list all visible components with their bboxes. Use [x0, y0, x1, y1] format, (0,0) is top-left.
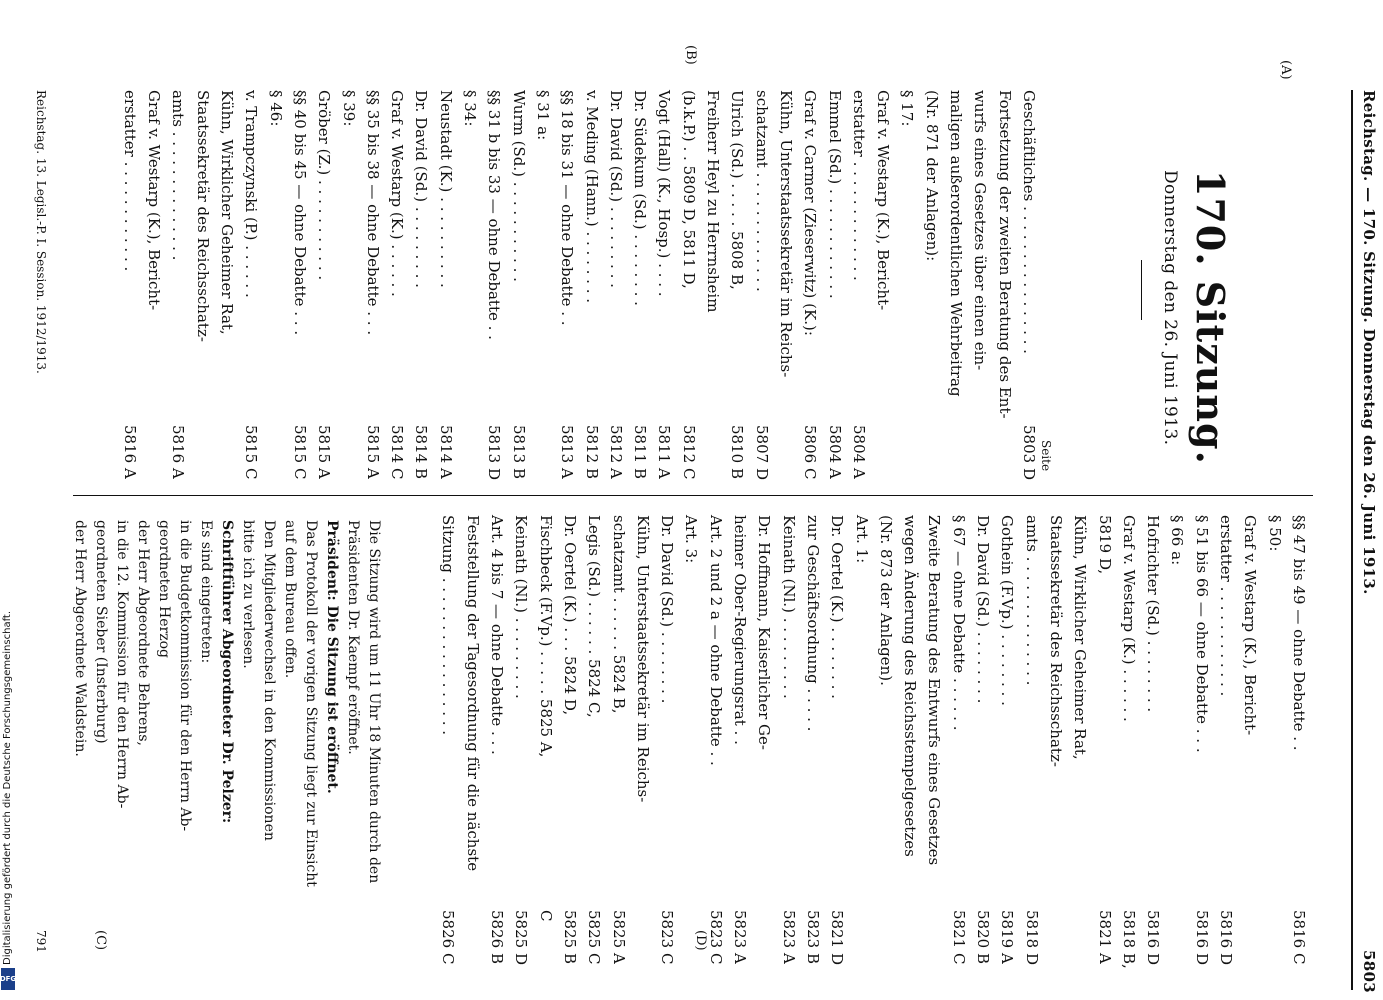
toc-entry-text: Neustadt (K.) . . . . . . . . . .: [436, 90, 455, 288]
toc-entry-text: Dr. Oertel (K.) . . . . . . . .: [828, 515, 847, 699]
toc-entry-page-ref: 5815 C: [242, 425, 261, 480]
toc-entry-text: § 17:: [898, 90, 917, 127]
toc-entry-page-ref: 5820 B: [974, 910, 993, 964]
toc-entry-text: wurfs eines Gesetzes über einen ein-: [971, 90, 990, 371]
toc-entry-page-ref: 5823 C: [658, 910, 677, 965]
toc-entry-page-ref: 5815 A: [315, 425, 334, 479]
toc-entry-page-ref: 5825 B: [561, 910, 579, 964]
toc-entry-text: § 46:: [266, 90, 285, 127]
toc-entry-page-ref: 5803 D: [1020, 425, 1038, 480]
toc-entry-text: schatzamt . . . . . . 5824 B,: [609, 515, 628, 714]
dfg-logo: [1, 968, 15, 990]
toc-entry-page-ref: 5826 B: [488, 910, 507, 964]
body-text-line: Die Sitzung wird um 11 Uhr 18 Minuten durch den: [366, 520, 382, 884]
toc-entry-page-ref: 5823 A: [779, 910, 798, 964]
toc-entry-page-ref: 5812 A: [606, 425, 625, 479]
toc-entry-text: erstatter . . . . . . . . . . . .: [1217, 515, 1236, 697]
toc-entry-page-ref: 5826 C: [439, 910, 458, 965]
toc-entry-page-ref: 5816 D: [1192, 910, 1211, 965]
margin-mark-c: (C): [93, 930, 108, 951]
toc-entry-text: § 34:: [461, 90, 480, 127]
toc-entry-page-ref: 5813 D: [485, 425, 504, 480]
title-rule: [1141, 260, 1142, 320]
toc-entry-page-ref: 5814 A: [436, 425, 455, 479]
toc-entry-page-ref: 5825 C: [585, 910, 604, 965]
toc-entry-text: schatzamt . . . . . . . . . . . . .: [752, 90, 771, 292]
body-text-line: bitte ich zu verlesen.: [240, 520, 256, 669]
toc-entry-text: Art. 3:: [682, 515, 701, 564]
toc-entry-text: Kühn, Unterstaatssekretär im Reichs-: [633, 515, 652, 803]
page-number: 5803: [1360, 950, 1378, 993]
body-text-line: Das Protokoll der vorigen Sitzung liegt zur Einsicht: [303, 520, 319, 887]
toc-entry-page-ref: 5811 B: [631, 425, 650, 479]
toc-entry-text: Zweite Beratung des Entwurfs eines Gesetzes: [925, 515, 944, 866]
header-rule: [1351, 90, 1353, 990]
toc-entry-text: Gothein (F.Vp.) . . . . . . . .: [998, 515, 1017, 706]
toc-entry-text: Freiherr Heyl zu Herrnsheim: [704, 90, 723, 313]
toc-entry-text: § 67 — ohne Debatte . . . . . .: [949, 515, 968, 731]
toc-entry-text: Graf v. Carmer (Zieserwitz) (K.):: [801, 90, 820, 336]
toc-entry-text: Legis (Sd.) . . . . . . 5824 C,: [585, 515, 604, 718]
toc-entry-text: Dr. David (Sd.) . . . . . . . .: [974, 515, 993, 704]
toc-entry-text: §§ 18 bis 31 — ohne Debatte . .: [558, 90, 577, 326]
toc-entry-text: zur Geschäftsordnung . . . . .: [804, 515, 822, 732]
toc-entry-text: § 39:: [339, 90, 358, 127]
session-title: [1141, 170, 1233, 465]
body-text-line: in die Budgetkommission für den Herrn Ab-: [177, 520, 193, 832]
column-divider: [73, 495, 1313, 496]
dfg-logo-text: DFG: [0, 975, 17, 983]
seite-label-left: Seite: [1039, 440, 1053, 472]
toc-entry-page-ref: 5816 D: [1217, 910, 1236, 965]
toc-entry-text: § 50:: [1265, 515, 1284, 552]
toc-entry-text: Staatssekretär des Reichsschatz-: [193, 90, 212, 342]
toc-entry-text: erstatter . . . . . . . . . . . .: [120, 90, 139, 272]
body-text-line: Es sind eingetreten:: [198, 520, 214, 664]
body-text-line: Präsident: Die Sitzung ist eröffnet.: [324, 520, 340, 794]
toc-entry-page-ref: 5823 A: [731, 910, 750, 964]
margin-mark-a: (A): [1278, 60, 1293, 80]
toc-entry-page-ref: 5816 A: [169, 425, 188, 479]
session-date: Donnerstag den 26. Juni 1913.: [1160, 170, 1180, 446]
toc-entry-text: Vogt (Hall) (K., Hosp.) . . . .: [655, 90, 674, 297]
toc-entry-text: Dr. Hoffmann, Kaiserlicher Ge-: [755, 515, 774, 750]
toc-entry-page-ref: 5816 D: [1144, 910, 1163, 965]
toc-entry-text: Feststellung der Tagesordnung für die nächste: [463, 515, 482, 872]
toc-entry-text: Kühn, Unterstaatssekretär im Reichs-: [777, 90, 795, 378]
toc-entry-text: wegen Änderung des Reichsstempelgesetzes: [901, 515, 920, 857]
toc-entry-text: Hofrichter (Sd.) . . . . . . . .: [1144, 515, 1163, 713]
toc-entry-text: Geschäftliches . . . . . . . . . . . . . . . .: [1020, 90, 1038, 354]
toc-entry-text: Art. 2 und 2 a — ohne Debatte . .: [706, 515, 725, 766]
toc-entry-text: Dr. David (Sd.) . . . . . . . . .: [606, 90, 625, 288]
toc-entry-text: Graf v. Westarp (K.), Bericht-: [145, 90, 164, 311]
toc-entry-page-ref: 5814 B: [412, 425, 431, 479]
toc-entry-text: Keinath (Nl.) . . . . . . . . .: [779, 515, 798, 699]
margin-mark-d: (D): [693, 930, 708, 951]
toc-entry-text: maligen außerordentlichen Wehrbeitrag: [947, 90, 966, 397]
toc-entry-text: § 51 bis 66 — ohne Debatte . . .: [1192, 515, 1211, 753]
toc-entry-page-ref: 5806 C: [801, 425, 820, 480]
toc-entry-text: (Nr. 873 der Anlagen).: [876, 515, 895, 686]
toc-entry-text: erstatter . . . . . . . . . . . . .: [849, 90, 868, 281]
toc-entry-text: §§ 47 bis 49 — ohne Debatte . .: [1290, 515, 1308, 751]
toc-entry-text: Dr. David (Sd.) . . . . . . . .: [658, 515, 677, 704]
toc-entry-page-ref: 5818 B,: [1119, 910, 1138, 969]
body-text-line: in die 12. Kommission für den Herrn Ab-: [114, 520, 130, 809]
footer-page-number: 791: [34, 930, 48, 953]
toc-entry-text: Ulrich (Sd.) . . . . . 5808 B,: [728, 90, 747, 290]
toc-entry-page-ref: 5807 D: [752, 425, 771, 480]
toc-entry-text: Art. 4 bis 7 — ohne Debatte . . .: [488, 515, 507, 755]
toc-entry-text: Art. 1:: [852, 515, 871, 564]
toc-entry-text: v. Meding (Hann.) . . . . . . . .: [582, 90, 601, 304]
toc-entry-page-ref: 5818 D: [1022, 910, 1041, 965]
body-text-line: der Herr Abgeordnete Waldstein.: [72, 520, 88, 757]
toc-entry-text: heimer Ober-Regierungsrat . .: [731, 515, 750, 745]
toc-entry-text: Dr. Südekum (Sd.) . . . . . . . .: [631, 90, 650, 306]
toc-entry-page-ref: C: [536, 910, 555, 922]
toc-entry-text: (b.k.P.) . . 5809 D, 5811 D,: [679, 90, 698, 289]
toc-entry-text: Kühn, Wirklicher Geheimer Rat,: [218, 90, 237, 335]
toc-entry-text: Gröber (Z.) . . . . . . . . . . .: [315, 90, 334, 281]
toc-entry-page-ref: 5810 B: [728, 425, 747, 479]
toc-entry-page-ref: 5825 A: [609, 910, 628, 964]
toc-entry-text: amts . . . . . . . . . . . . . .: [1022, 515, 1041, 686]
toc-entry-page-ref: 5821 C: [949, 910, 968, 965]
toc-entry-text: Staatssekretär des Reichsschatz-: [1047, 515, 1065, 767]
toc-entry-text: Wurm (Sd.) . . . . . . . . . . .: [509, 90, 528, 282]
toc-entry-text: amts . . . . . . . . . . . . . .: [169, 90, 188, 261]
toc-entry-page-ref: 5816 A: [120, 425, 139, 479]
toc-entry-page-ref: 5819 A: [998, 910, 1017, 964]
toc-entry-text: § 66 a:: [1168, 515, 1187, 566]
toc-entry-text: 5819 D,: [1095, 515, 1114, 575]
digitization-note: Digitalisierung gefördert durch die Deutsche Forschungsgemeinschaft.: [2, 610, 13, 965]
margin-mark-b: (B): [683, 45, 698, 65]
session-heading: 170. Sitzung.: [1188, 170, 1233, 465]
toc-entry-text: § 31 a:: [534, 90, 552, 141]
body-text-line: geordneten Sieber (Insterburg): [93, 520, 109, 744]
toc-entry-text: Dr. Oertel (K.) . . . 5824 D,: [561, 515, 579, 716]
toc-entry-text: Keinath (Nl.) . . . . . . . . .: [512, 515, 531, 699]
body-text-line: Den Mitgliederwechsel in den Kommissionen: [261, 520, 277, 841]
toc-entry-text: §§ 40 bis 45 — ohne Debatte . . .: [291, 90, 309, 336]
toc-entry-page-ref: 5811 A: [655, 425, 674, 479]
toc-entry-text: v. Trampczynski (P.) . . . . . .: [242, 90, 261, 298]
toc-entry-page-ref: 5804 A: [825, 425, 844, 479]
toc-entry-text: Graf v. Westarp (K.), Bericht-: [1241, 515, 1260, 736]
toc-entry-page-ref: 5804 A: [849, 425, 868, 479]
toc-entry-text: Sitzung . . . . . . . . . . . . . . . . .: [439, 515, 458, 736]
toc-entry-text: Graf v. Westarp (K.) . . . . . .: [388, 90, 407, 297]
page-header-left: Reichstag. — 170. Sitzung. Donnerstag den 26. Juni 1913.: [1360, 90, 1378, 595]
toc-entry-text: §§ 35 bis 38 — ohne Debatte . . .: [363, 90, 382, 336]
toc-entry-page-ref: 5812 B: [582, 425, 601, 479]
toc-entry-page-ref: 5815 A: [363, 425, 382, 479]
toc-entry-text: §§ 31 b bis 33 — ohne Debatte . .: [485, 90, 504, 340]
body-text-line: geordneten Herzog: [156, 520, 172, 658]
toc-entry-page-ref: 5815 C: [291, 425, 309, 480]
toc-entry-text: (Nr. 871 der Anlagen):: [922, 90, 941, 262]
toc-entry-page-ref: 5813 B: [509, 425, 528, 479]
toc-entry-page-ref: 5812 C: [679, 425, 698, 480]
toc-entry-text: Fortsetzung der zweiten Beratung des Ent-: [995, 90, 1014, 419]
toc-entry-text: Graf v. Westarp (K.), Bericht-: [874, 90, 893, 311]
toc-entry-page-ref: 5814 C: [388, 425, 407, 480]
toc-entry-page-ref: 5823 B: [804, 910, 822, 964]
body-text-line: Präsidenten Dr. Kaempf eröffnet.: [345, 520, 361, 755]
footer-left: Reichstag. 13. Legisl.-P. I. Session. 1912/1913.: [34, 90, 48, 374]
toc-entry-page-ref: 5816 C: [1290, 910, 1308, 965]
toc-entry-text: Emmel (Sd.) . . . . . . . . . . . .: [825, 90, 844, 299]
toc-entry-page-ref: 5821 A: [1095, 910, 1114, 964]
toc-entry-text: Kühn, Wirklicher Geheimer Rat,: [1071, 515, 1090, 760]
toc-entry-text: Fischbeck (F.Vp.) . . . . . 5825 A,: [536, 515, 555, 758]
toc-entry-page-ref: 5813 A: [558, 425, 577, 479]
body-text-line: Schriftführer Abgeordneter Dr. Pelzer:: [219, 520, 235, 824]
toc-entry-text: Graf v. Westarp (K.) . . . . . .: [1119, 515, 1138, 722]
toc-entry-page-ref: 5823 C: [706, 910, 725, 965]
toc-entry-text: Dr. David (Sd.) . . . . . . . . .: [412, 90, 431, 288]
toc-entry-page-ref: 5825 D: [512, 910, 531, 965]
body-text-line: der Herr Abgeordnete Behrens,: [135, 520, 151, 747]
body-text-line: auf dem Bureau offen.: [282, 520, 298, 679]
toc-entry-page-ref: 5821 D: [828, 910, 847, 965]
